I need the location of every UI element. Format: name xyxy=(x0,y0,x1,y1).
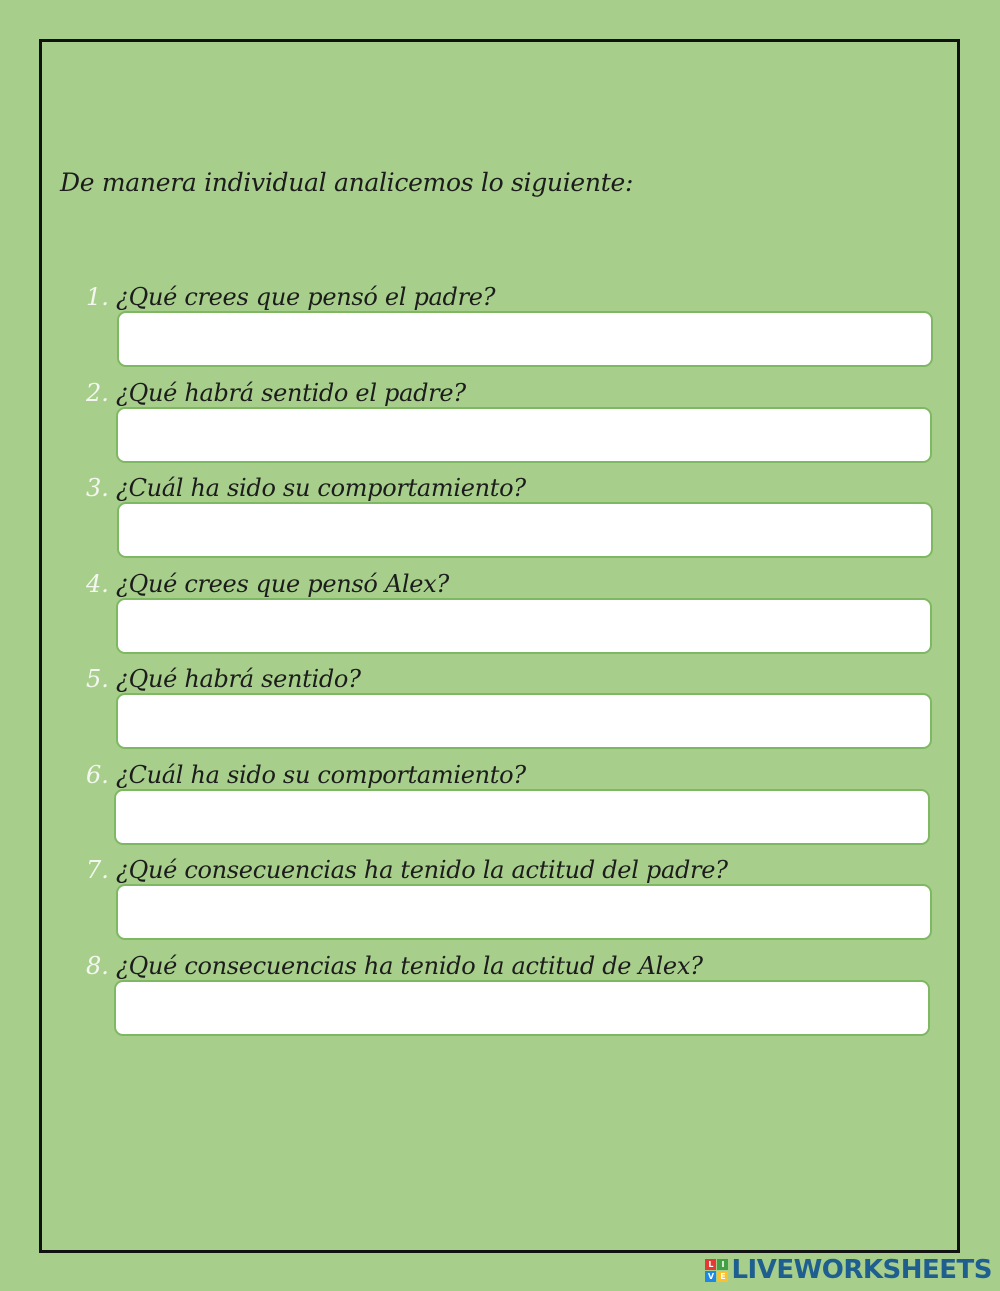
question-text: ¿Qué crees que pensó Alex? xyxy=(116,570,449,598)
question-text: ¿Qué habrá sentido el padre? xyxy=(116,379,466,407)
answer-input-2[interactable] xyxy=(116,407,932,463)
question-number: 5. xyxy=(86,665,109,693)
question-text: ¿Cuál ha sido su comportamiento? xyxy=(116,474,526,502)
question-number: 1. xyxy=(86,283,109,311)
question-number: 3. xyxy=(86,474,109,502)
question-text: ¿Qué consecuencias ha tenido la actitud del padre? xyxy=(116,856,728,884)
question-number: 7. xyxy=(86,856,109,884)
answer-input-6[interactable] xyxy=(114,789,930,845)
liveworksheets-logo-icon xyxy=(705,1259,728,1282)
answer-input-5[interactable] xyxy=(116,693,932,749)
question-item xyxy=(0,665,1000,761)
question-item xyxy=(0,761,1000,857)
answer-input-7[interactable] xyxy=(116,884,932,940)
question-number: 2. xyxy=(86,379,109,407)
question-number: 8. xyxy=(86,952,109,980)
question-item xyxy=(0,379,1000,475)
question-number: 6. xyxy=(86,761,109,789)
question-text: ¿Qué crees que pensó el padre? xyxy=(116,283,496,311)
logo-letter-l: L xyxy=(705,1259,716,1270)
question-item xyxy=(0,283,1000,379)
liveworksheets-logo[interactable] xyxy=(705,1253,992,1287)
question-item xyxy=(0,952,1000,1048)
instructions-text: De manera individual analicemos lo siguiente: xyxy=(60,168,634,197)
answer-input-1[interactable] xyxy=(117,311,933,367)
liveworksheets-logo-text: LIVEWORKSHEETS xyxy=(731,1255,992,1285)
question-item xyxy=(0,856,1000,952)
question-text: ¿Qué habrá sentido? xyxy=(116,665,361,693)
answer-input-8[interactable] xyxy=(114,980,930,1036)
logo-letter-i: I xyxy=(717,1259,728,1270)
logo-letter-v: V xyxy=(705,1271,716,1282)
question-item xyxy=(0,570,1000,666)
question-text: ¿Qué consecuencias ha tenido la actitud de Alex? xyxy=(116,952,703,980)
answer-input-3[interactable] xyxy=(117,502,933,558)
answer-input-4[interactable] xyxy=(116,598,932,654)
question-number: 4. xyxy=(86,570,109,598)
question-item xyxy=(0,474,1000,570)
question-text: ¿Cuál ha sido su comportamiento? xyxy=(116,761,526,789)
logo-letter-e: E xyxy=(717,1271,728,1282)
